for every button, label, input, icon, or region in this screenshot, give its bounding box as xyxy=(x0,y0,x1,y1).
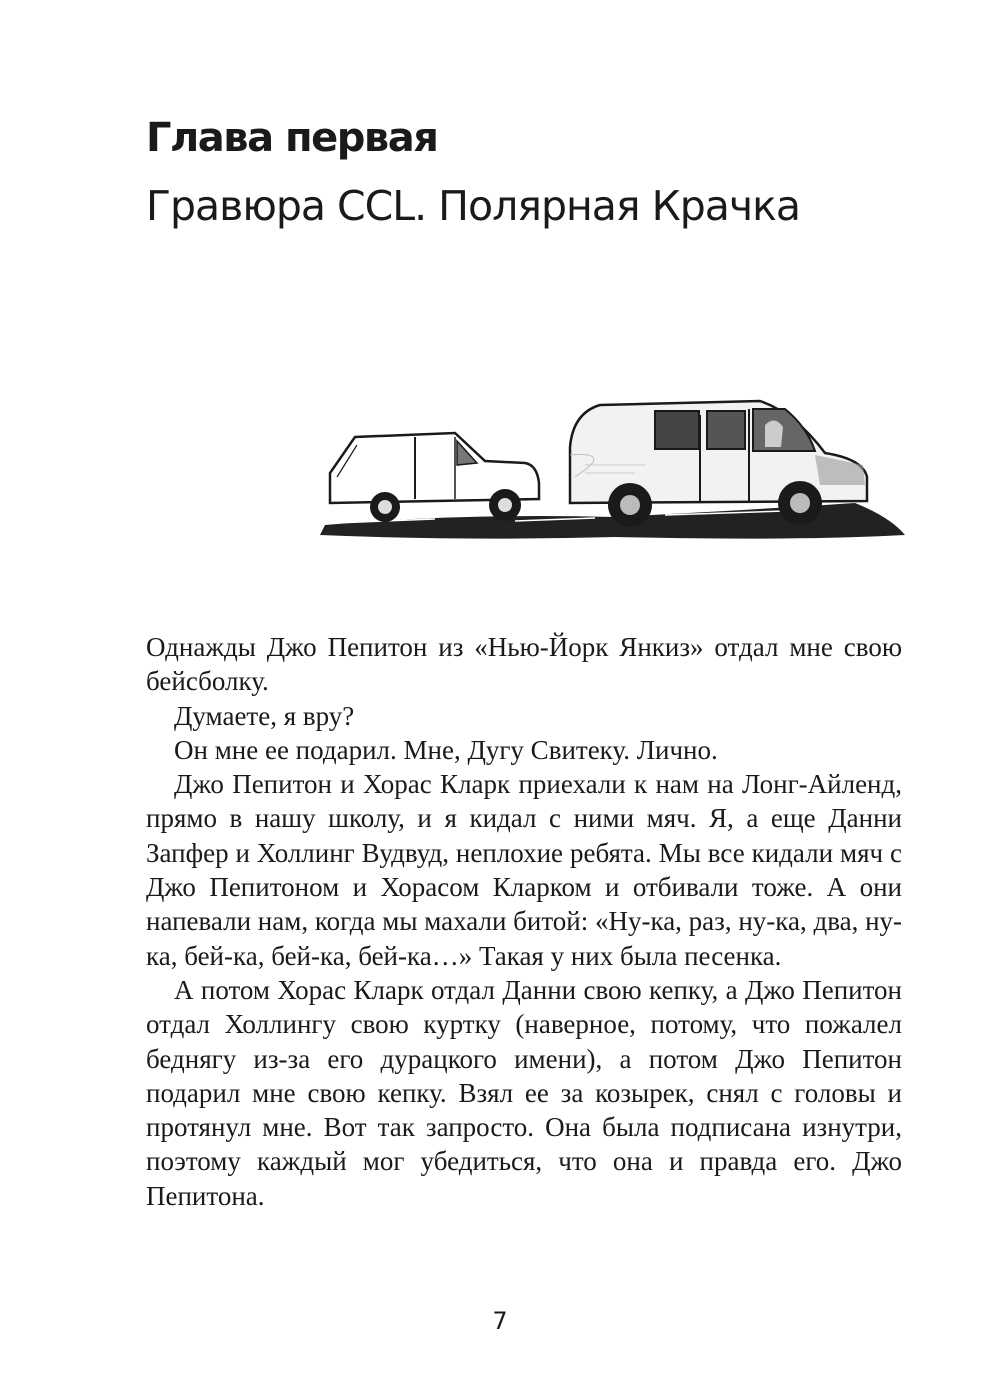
paragraph: Джо Пепитон и Хорас Кларк приехали к нам на Лонг-Айленд, прямо в нашу школу, и я кидал с ними мяч. Я, а еще Данни Запфер и Холлинг Вудвуд, неплохие ребята. Мы все кидали мяч с Джо Пепитоном и Хорасом Кларком и отбивали тоже. А они напевали нам, когда мы махали битой: «Ну-ка, раз, ну-ка, два, ну-ка, бей-ка, бей-ка, бей-ка…» Такая у них была песенка. xyxy=(146,769,903,971)
page-number: 7 xyxy=(492,1307,508,1335)
paragraph: Он мне ее подарил. Мне, Дугу Свитеку. Лично. xyxy=(174,734,718,765)
paragraph: Думаете, я вру? xyxy=(174,700,355,731)
paragraph: А потом Хорас Кларк отдал Данни свою кепку, а Джо Пепитон отдал Холлингу свою куртку (наверное, потому, что пожалел беднягу из-за его дурацкого имени), а потом Джо Пепитон подарил мне свою кепку. Взял ее за козырек, снял с головы и протянул мне. Вот так запросто. Она была подписана изнутри, поэтому каждый мог убедиться, что она и правда его. Джо Пепитона. xyxy=(146,974,902,1211)
chapter-subtitle: Гравюра CCL. Полярная Крачка xyxy=(146,182,800,230)
paragraph: Однажды Джо Пепитон из «Нью-Йорк Янкиз» отдал мне свою бейсболку. xyxy=(146,632,902,697)
vans-illustration-icon xyxy=(315,385,905,555)
body-text xyxy=(146,630,902,1213)
chapter-title: Глава первая xyxy=(146,115,438,161)
